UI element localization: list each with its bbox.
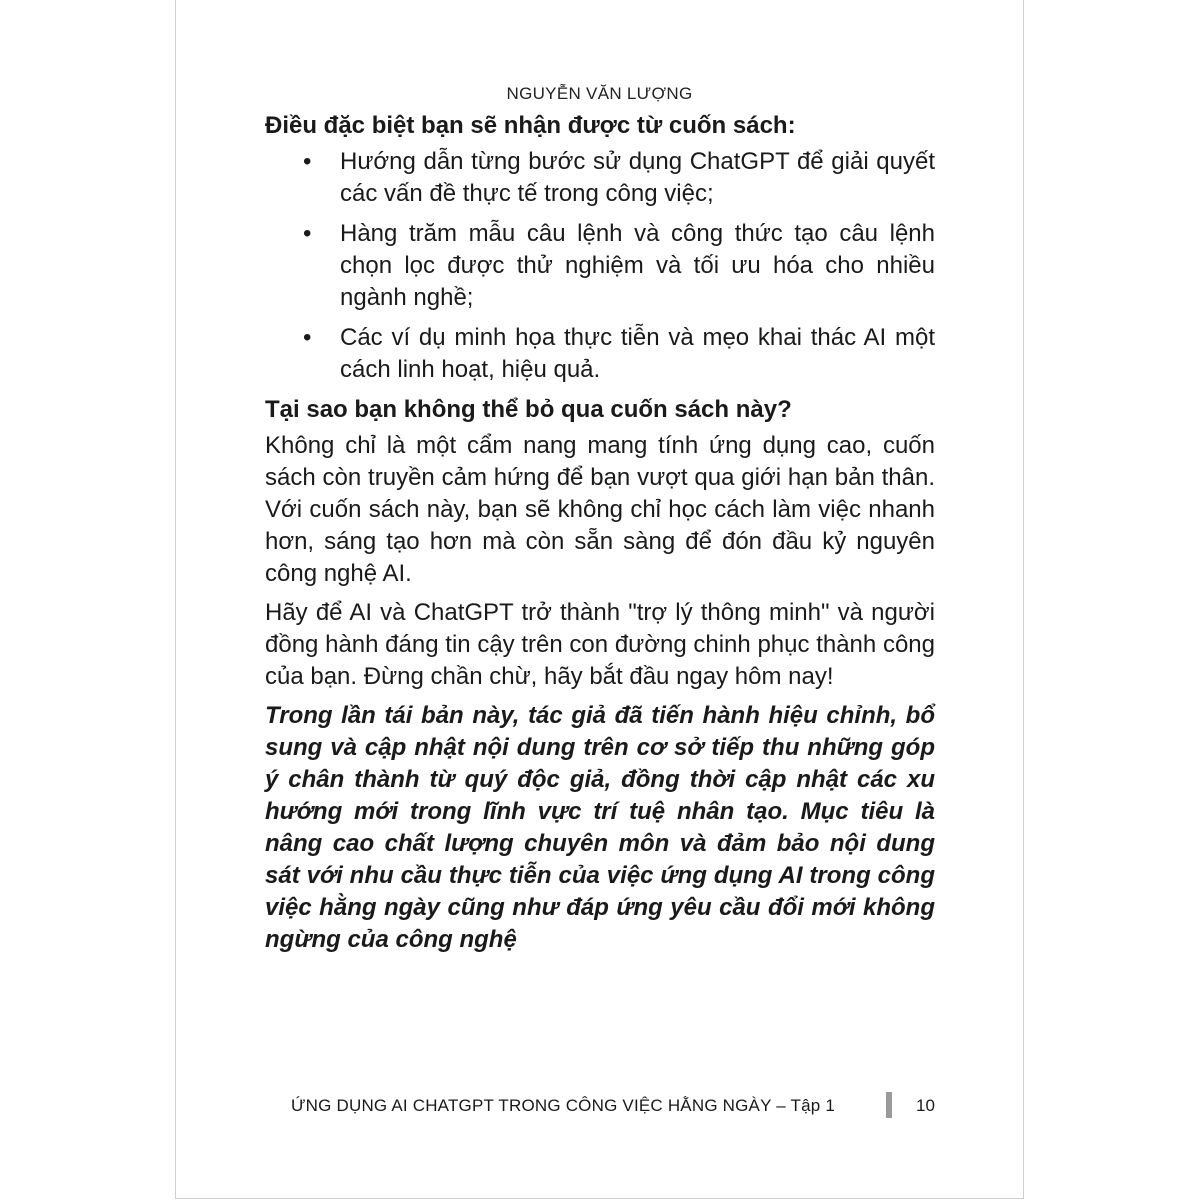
page-number: 10 — [916, 1096, 935, 1115]
page-footer — [176, 1092, 1023, 1122]
footer-divider-bar — [886, 1092, 892, 1118]
body-paragraph: Không chỉ là một cẩm nang mang tính ứng dụng cao, cuốn sách còn truyền cảm hứng để bạn vượt qua giới hạn bản thân. Với cuốn sách này, bạn sẽ không chỉ học cách làm việc nhanh hơn, sáng tạo hơn mà còn sẵn sàng để đón đầu kỷ nguyên công nghệ AI. — [265, 432, 935, 587]
benefits-list — [265, 146, 935, 386]
running-head-author: NGUYỄN VĂN LƯỢNG — [506, 84, 693, 103]
reprint-note-paragraph: Trong lần tái bản này, tác giả đã tiến hành hiệu chỉnh, bổ sung và cập nhật nội dung trên cơ sở tiếp thu những góp ý chân thành từ quý độc giả, đồng thời cập nhật các xu hướng mới trong lĩnh vực trí tuệ nhân tạo. Mục tiêu là nâng cao chất lượng chuyên môn và đảm bảo nội dung sát với nhu cầu thực tiễn của việc ứng dụng AI trong công việc hằng ngày cũng như đáp ứng yêu cầu đổi mới không ngừng của công nghệ — [265, 702, 935, 953]
bullet-icon: • — [303, 148, 312, 175]
bullet-icon: • — [303, 220, 312, 247]
bullet-icon: • — [303, 324, 312, 351]
list-item-text: Hướng dẫn từng bước sử dụng ChatGPT để giải quyết các vấn đề thực tế trong công việc; — [340, 148, 935, 207]
list-item-text: Hàng trăm mẫu câu lệnh và công thức tạo câu lệnh chọn lọc được thử nghiệm và tối ưu hóa cho nhiều ngành nghề; — [340, 220, 935, 311]
book-page — [175, 0, 1024, 1199]
section-heading-benefits: Điều đặc biệt bạn sẽ nhận được từ cuốn sách: — [265, 112, 796, 139]
page-content — [265, 110, 935, 956]
list-item — [265, 218, 935, 314]
footer-book-title: ỨNG DỤNG AI CHATGPT TRONG CÔNG VIỆC HẰNG NGÀY – Tập 1 — [290, 1096, 835, 1115]
list-item-text: Các ví dụ minh họa thực tiễn và mẹo khai thác AI một cách linh hoạt, hiệu quả. — [340, 324, 935, 383]
body-paragraph: Hãy để AI và ChatGPT trở thành "trợ lý thông minh" và người đồng hành đáng tin cậy trên con đường chinh phục thành công của bạn. Đừng chần chừ, hãy bắt đầu ngay hôm nay! — [265, 599, 935, 690]
section-heading-why: Tại sao bạn không thể bỏ qua cuốn sách này? — [265, 396, 792, 423]
list-item — [265, 322, 935, 386]
list-item — [265, 146, 935, 210]
